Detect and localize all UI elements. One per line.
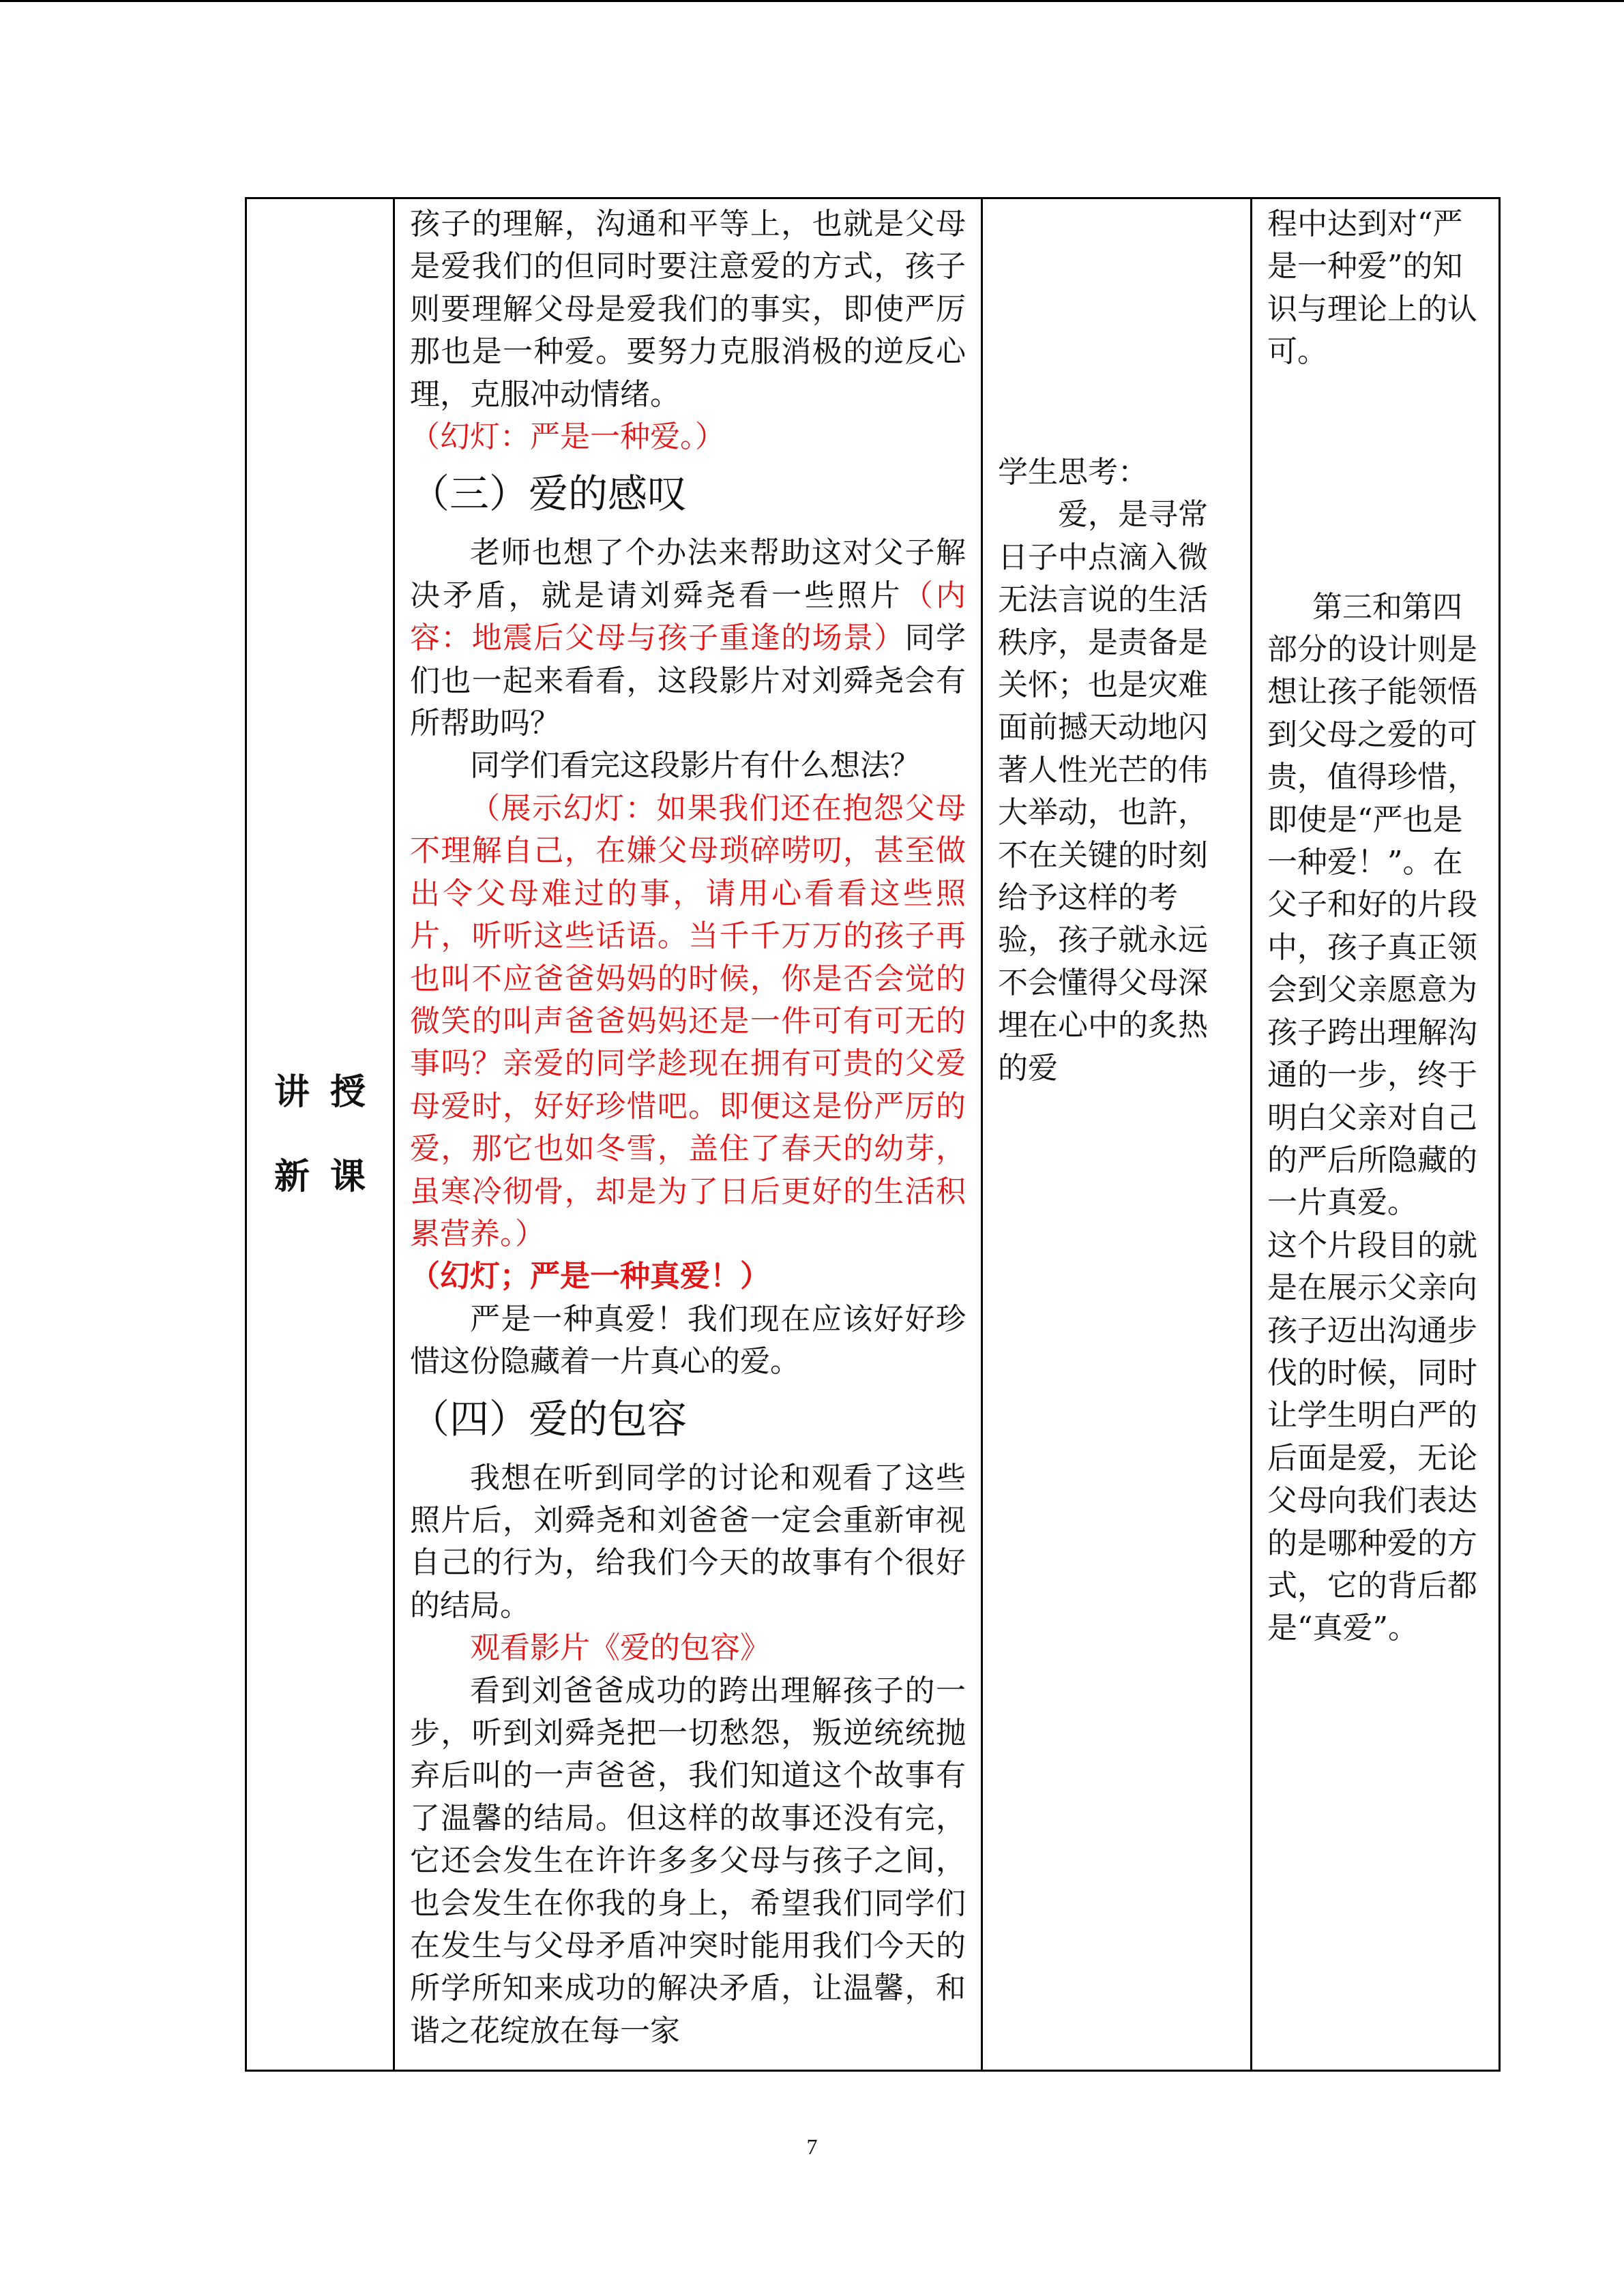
design-intent-text: 第三和第四部分的设计则是想让孩子能领悟到父母之爱的可贵，值得珍惜，即使是“严也是一种爱！”。在父子和好的片段中，孩子真正领会到父亲愿意为孩子跨出理解沟通的一步，终于明白父亲对自己的严后所隐藏的一片真爱。: [1267, 589, 1477, 1221]
content-paragraph: 看到刘爸爸成功的跨出理解孩子的一步，听到刘舜尧把一切愁怨，叛逆统统抛弃后叫的一声爸爸，我们知道这个故事有了温馨的结局。但这样的故事还没有完，它还会发生在许许多多父母与孩子之间，也会发生在你我的身上，希望我们同学们在发生与父母矛盾冲突时能用我们今天的所学所知来成功的解决矛盾，让温馨，和谐之花绽放在每一家: [410, 1673, 966, 2048]
lesson-plan-table: [245, 197, 1501, 2072]
page-number: 7: [806, 2134, 818, 2159]
paragraph-text: 老师也想了个办法来帮助这对父子解决矛盾，就是请刘舜尧看一些照片: [410, 535, 966, 613]
content-paragraph: 孩子的理解，沟通和平等上，也就是父母是爱我们的但同时要注意爱的方式，孩子则要理解父母是爱我们的事实，即使严厉那也是一种爱。要努力克服消极的逆反心理，克服冲动情绪。: [410, 207, 966, 412]
slide-note: （展示幻灯：如果我们还在抱怨父母不理解自己，在嫌父母琐碎唠叨，甚至做出令父母难过的事，请用心看看这些照片，听听这些话语。当千千万万的孩子再也叫不应爸爸妈妈的时候，你是否会觉的微笑的叫声爸爸妈妈还是一件可有可无的事吗？亲爱的同学趁现在拥有可贵的父爱母爱时，好好珍惜吧。即便这是份严厉的爱，那它也如冬雪，盖住了春天的幼芽，虽寒冷彻骨，却是为了日后更好的生活积累营养。）: [410, 790, 966, 1251]
top-border-line: [0, 0, 1624, 2]
content-paragraph: 严是一种真爱！我们现在应该好好珍惜这份隐藏着一片真心的爱。: [410, 1301, 966, 1380]
section-heading-3: （三）爱的感叹: [410, 471, 688, 518]
section-label-line-1: 讲授: [274, 1071, 386, 1113]
design-intent-text: 这个片段目的就是在展示父亲向孩子迈出沟通步伐的时候，同时让学生明白严的后面是爱，无论父母向我们表达的是哪种爱的方式，它的背后都是“真爱”。: [1267, 1227, 1477, 1646]
spacer: [1267, 374, 1483, 586]
film-note: 观看影片《爱的包容》: [470, 1630, 770, 1666]
table-row: [246, 198, 1500, 2071]
student-activity-cell: [982, 198, 1252, 2071]
section-label-cell: [246, 198, 394, 2071]
teaching-content-cell: [394, 198, 982, 2071]
student-activity-text: 爱，是寻常日子中点滴入微无法言说的生活秩序，是责备是关怀；也是灾难面前撼天动地闪著人性光芒的伟大举动，也許，不在关键的时刻给予这样的考验，孩子就永远不会懂得父母深埋在心中的炙热的爱: [998, 497, 1208, 1086]
section-heading-4: （四）爱的包容: [410, 1395, 688, 1442]
section-label-line-2: 新课: [274, 1156, 386, 1197]
content-paragraph: 同学们看完这段影片有什么想法？: [470, 748, 920, 784]
content-paragraph: [410, 532, 966, 745]
design-intent-text: 程中达到对“严是一种爱”的知识与理论上的认可。: [1267, 207, 1477, 370]
content-paragraph: 我想在听到同学的讨论和观看了这些照片后，刘舜尧和刘爸爸一定会重新审视自己的行为，给我们今天的故事有个很好的结局。: [410, 1460, 966, 1623]
slide-note: （幻灯：严是一种爱。）: [410, 419, 725, 455]
paragraph-text: 同学们也一起来看看，这段影片对刘舜尧会有所帮助吗？: [410, 621, 966, 741]
student-activity-heading: 学生思考：: [998, 455, 1148, 490]
slide-note-inline: （内容：地震后父母与孩子重逢的场景）: [410, 578, 966, 656]
design-intent-cell: [1252, 198, 1500, 2071]
slide-note-bold: （幻灯；严是一种真爱！）: [410, 1259, 770, 1294]
